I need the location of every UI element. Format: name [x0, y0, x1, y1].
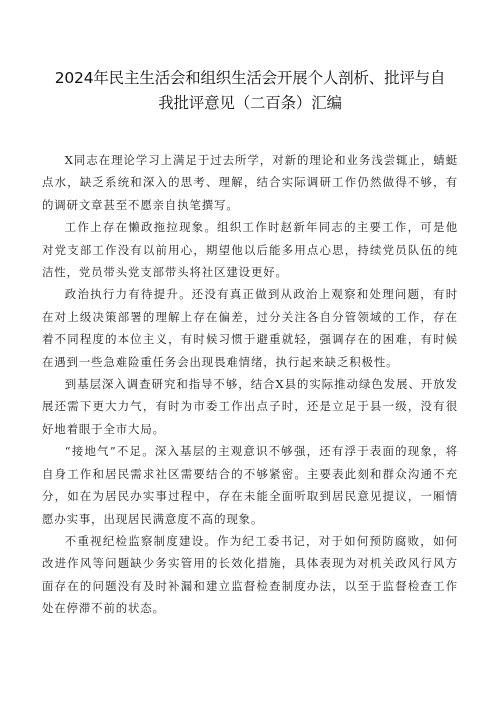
paragraph-3: 政治执行力有待提升。还没有真正做到从政治上观察和处理问题，有时在对上级决策部署的理解上存在偏差，过分关注各自分管领域的工作，存在着不同程度的本位主义，有时候习惯于避重就轻，强调存在的困难，有时候在遇到一些急难险重任务会出现畏难情绪，执行起来缺乏积极性。: [42, 287, 458, 369]
paragraph-4: 到基层深入调查研究和指导不够，结合X县的实际推动绿色发展、开放发展还需下更大力气，有时为市委工作出点子时，还是立足于县一级，没有很好地着眼于全市大局。: [42, 377, 458, 436]
paragraph-1: X同志在理论学习上满足于过去所学，对新的理论和业务浅尝辄止，蜻蜓点水，缺乏系统和深入的思考、理解，结合实际调研工作仍然做得不够，有的调研文章甚至不愿亲自执笔撰写。: [42, 153, 458, 212]
title-line-1: 2024年民主生活会和组织生活会开展个人剖析、批评与自: [54, 69, 446, 87]
document-title: [42, 66, 458, 116]
paragraph-2: 工作上存在懒政拖拉现象。组织工作时赵新年同志的主要工作，可是他对党支部工作没有以前用心，期望他以后能多用点心思，持续党员队伍的纯洁性，党员带头党支部带头将社区建设更好。: [42, 220, 458, 280]
title-line-2: 我批评意见（二百条）汇编: [158, 94, 342, 112]
paragraph-5: “接地气”不足。深入基层的主观意识不够强，还有浮于表面的现象，将自身工作和居民需求社区需要结合的不够紧密。主要表此刻和群众沟通不充分，如在为居民办实事过程中，存在未能全面听取到居民意见提议，一厢情愿办实事，出现居民满意度不高的现象。: [42, 444, 458, 526]
document-body: [42, 149, 458, 620]
paragraph-6: 不重视纪检监察制度建设。作为纪工委书记，对于如何预防腐败，如何改进作风等问题缺少务实管用的长效化措施，具体表现为对机关政风行风方面存在的问题没有及时补漏和建立监督检查制度办法，以至于监督检查工作处在停滞不前的状态。: [42, 533, 458, 616]
